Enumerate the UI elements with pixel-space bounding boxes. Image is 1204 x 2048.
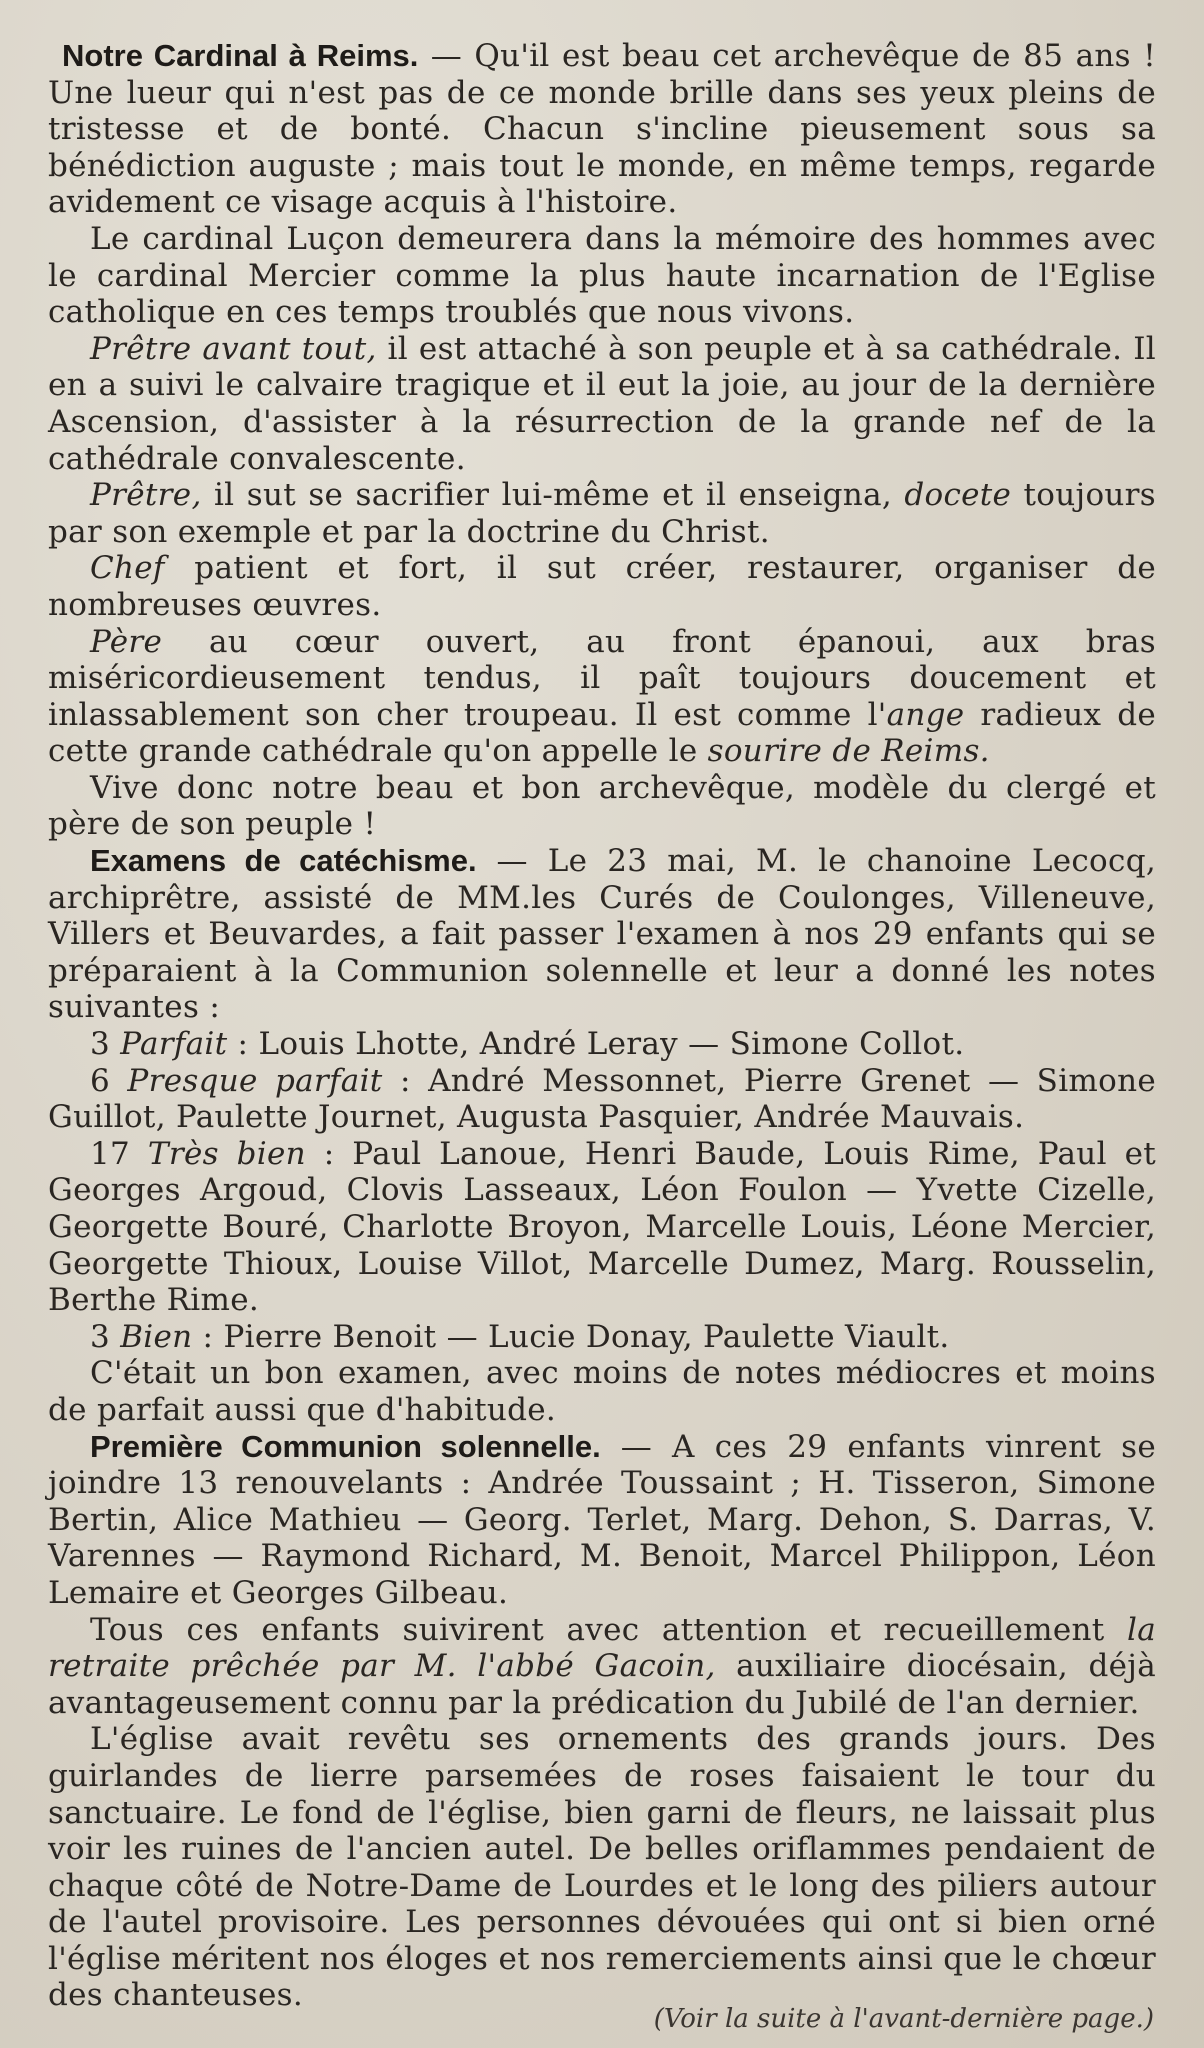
grade-row (48, 1136, 1156, 1319)
grade-row (48, 1026, 1156, 1063)
communion-p2-text-b: auxiliaire diocésain, déjà avantageusement connu par la prédication du Jubilé de l'an dernier. (48, 1648, 1156, 1721)
grade-names: : Pierre Benoit — Lucie Donay, Paulette Viault. (192, 1318, 950, 1355)
grade-count: 17 (90, 1135, 131, 1172)
communion-p2-text-a: Tous ces enfants suivirent avec attention et recueillement (90, 1611, 1127, 1648)
grade-label: Très bien (147, 1135, 306, 1172)
grade-count: 6 (90, 1062, 111, 1099)
article-column (48, 38, 1156, 2014)
cardinal-p6-text-b: radieux de cette grande cathédrale qu'on appelle le (48, 696, 1156, 770)
cardinal-paragraph-5 (48, 550, 1156, 623)
grade-row (48, 1063, 1156, 1136)
cardinal-p3-emphasis: Prêtre avant tout, (90, 330, 377, 367)
grade-count: 3 (90, 1318, 111, 1355)
grade-label: Presque parfait (127, 1062, 383, 1099)
cardinal-intro-text: — Qu'il est beau cet archevêque de 85 ans ! Une lueur qui n'est pas de ce monde brille dans ses yeux pleins de tristesse et de bonté. Chacun s'incline pieusement sous sa bénédiction auguste ; mais tout le monde, en même temps, regarde avidement ce visage acquis à l'histoire. (48, 38, 1156, 221)
communion-heading: Première Communion solennelle. (90, 1428, 601, 1464)
cardinal-p6-emphasis: Père (90, 623, 163, 660)
grade-names: : Louis Lhotte, André Leray — Simone Collot. (227, 1026, 965, 1063)
exams-intro-text: — Le 23 mai, M. le chanoine Lecocq, archiprêtre, assisté de MM.les Curés de Coulonges, Villeneuve, Villers et Beuvardes, a fait passer l'examen à nos 29 enfants qui se préparaient à la Communion solennelle et leur a donné les notes suivantes : (48, 843, 1156, 1026)
cardinal-p6-emphasis-3: sourire de Reims. (707, 733, 990, 770)
cardinal-p5-emphasis: Chef (90, 550, 165, 587)
cardinal-p3-text: il est attaché à son peuple et à sa cathédrale. Il en a suivi le calvaire tragique et il eut la joie, au jour de la dernière Ascension, d'assister à la résurrection de la grande nef de la cathédrale convalescente. (48, 330, 1156, 477)
cardinal-p4-emphasis: Prêtre, (90, 477, 202, 514)
cardinal-p6-emphasis-2: ange (886, 696, 965, 733)
cardinal-paragraph-2: Le cardinal Luçon demeurera dans la mémoire des hommes avec le cardinal Mercier comme la plus haute incarnation de l'Eglise catholique en ces temps troublés que nous vivons. (48, 220, 1156, 331)
cardinal-p4-text-b: toujours par son exemple et par la doctrine du Christ. (48, 477, 1156, 550)
communion-intro-text: — A ces 29 enfants vinrent se joindre 13 renouvelants : Andrée Toussaint ; H. Tisseron, Simone Bertin, Alice Mathieu — Georg. Terlet, Marg. Dehon, S. Darras, V. Varennes — Raymond Richard, M. Benoit, Marcel Philippon, Léon Lemaire et Georges Gilbeau. (48, 1428, 1156, 1611)
cardinal-heading: Notre Cardinal à Reims. (62, 38, 419, 73)
communion-paragraph-3: L'église avait revêtu ses ornements des grands jours. Des guirlandes de lierre parsemées de roses faisaient le tour du sanctuaire. Le fond de l'église, bien garni de fleurs, ne laissait plus voir les ruines de l'ancien autel. De belles oriflammes pendaient de chaque côté de Notre-Dame de Lourdes et le long des piliers autour de l'autel provisoire. Les personnes dévouées qui ont si bien orné l'église méritent nos éloges et nos remerciements ainsi que le chœur des chanteuses. (48, 1721, 1156, 2014)
grade-count: 3 (90, 1026, 111, 1063)
exams-paragraph-1 (48, 843, 1156, 1026)
cardinal-p4-emphasis-2: docete (904, 477, 1012, 514)
exams-closing: C'était un bon examen, avec moins de notes médiocres et moins de parfait aussi que d'habitude. (48, 1355, 1156, 1428)
grade-label: Parfait (120, 1026, 228, 1063)
grade-names: : Paul Lanoue, Henri Baude, Louis Rime, Paul et Georges Argoud, Clovis Lasseaux, Léon Foulon — Yvette Cizelle, Georgette Bouré, Charlotte Broyon, Marcelle Louis, Léone Mercier, Georgette Thioux, Louise Villot, Marcelle Dumez, Marg. Rousselin, Berthe Rime. (48, 1135, 1157, 1319)
cardinal-paragraph-7: Vive donc notre beau et bon archevêque, modèle du clergé et père de son peuple ! (48, 769, 1156, 843)
cardinal-p5-text: patient et fort, il sut créer, restaurer, organiser de nombreuses œuvres. (48, 550, 1156, 623)
cardinal-paragraph-4 (48, 477, 1156, 550)
cardinal-paragraph-3 (48, 331, 1156, 477)
grade-label: Bien (120, 1318, 193, 1355)
cardinal-paragraph-1 (48, 38, 1156, 221)
grade-names: : André Messonnet, Pierre Grenet — Simone Guillot, Paulette Journet, Augusta Pasquier, Andrée Mauvais. (48, 1062, 1156, 1136)
communion-paragraph-1 (48, 1429, 1156, 1612)
cardinal-paragraph-6 (48, 624, 1156, 770)
cardinal-p6-text-a: au cœur ouvert, au front épanoui, aux bras miséricordieusement tendus, il paît toujours doucement et inlassablement son cher troupeau. Il est comme l' (48, 623, 1156, 733)
continuation-note: (Voir la suite à l'avant-dernière page.) (653, 2004, 1154, 2034)
grade-row (48, 1319, 1156, 1356)
exams-heading: Examens de catéchisme. (90, 843, 477, 879)
cardinal-p4-text-a: il sut se sacrifier lui-même et il enseigna, (201, 477, 905, 514)
communion-p2-emphasis: la retraite prêchée par M. l'abbé Gacoin, (48, 1611, 1156, 1685)
communion-paragraph-2 (48, 1612, 1156, 1722)
